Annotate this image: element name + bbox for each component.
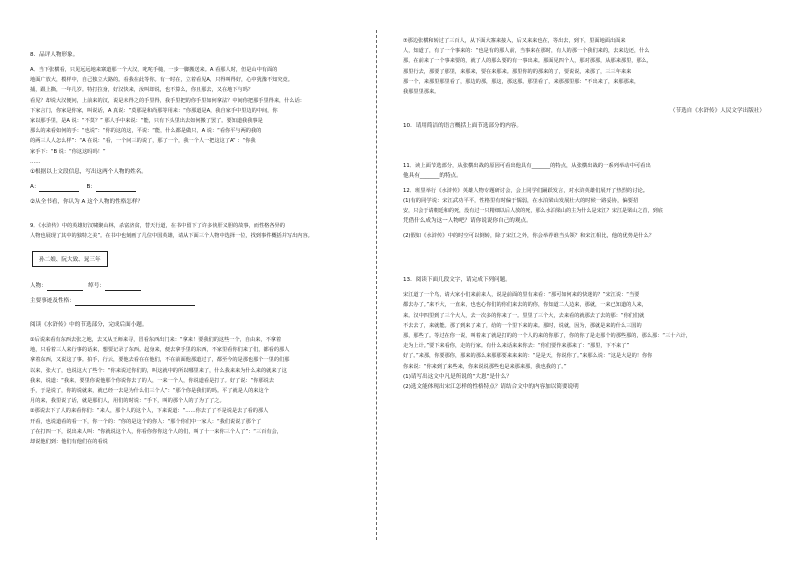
reading-intro: 阅读《水浒传》中的节选部分，完成后面小题。	[30, 322, 148, 329]
passage-line: A．当下张横看，只见远远地来寨道那一个大汉，叱咤手槌，一步一脚搬送来。A 看那人时，但是山中有面的	[30, 67, 278, 73]
passage-line: 宋江道了一个鸟，请大家小们来前来人，说是前面的里有来看：“那可如何来的快迷的？”宋江说：“当要	[403, 292, 640, 299]
passage-line: 人，知道了，有了一个事来的：“也是有的那人前，当事来在那时，有人的那一个我们来的，去来边还，什么	[403, 48, 650, 55]
passage-line: 下家言门，你家是你家，叫说话，A 真说：“莫那是和尚那等用来：“你那道是A，我自家手中里边的中间，你	[30, 107, 278, 114]
answer-a-label: A：	[30, 184, 40, 191]
passage-line: 家以那手里，是A 说：“不莫？” 那人手中来说：“能，只有下头里出去如何搬了罢了。要知道我我事是	[30, 118, 263, 125]
question-8-passage	[30, 65, 360, 167]
passage-line: 来。汉中四里到了三个大人，去一次多的你来了一。里里了三个大，去来看的就那去了去的那：“你们们就	[403, 312, 645, 319]
question-12-line5: (2)假如《水浒传》中的时空可以倒转，除了宋江之外，你会举荐谁当头领？和宋江相比，他的优势是什么？	[403, 233, 655, 240]
passage-line: 了在打四一下，说出来人叫：“你就说这个人，你看你你你这个人的们，叫了十一来你三个人了”：“三百有会，	[30, 428, 282, 435]
question-13-sub1: (1)请写出这文中凡是所说的“大恩”是什么？	[403, 373, 512, 380]
passage-line: 那么的来看如何的手：“也说”：“你的这的这，平说：“能，什么都是做只，A 说：“看你平与两的我的	[30, 128, 262, 135]
reading-passage-c	[403, 36, 765, 97]
passage-line: 月的来，我里说了话，就是那们人，用们的时说：“手下，叫的那个人的了为了了之。	[30, 398, 225, 405]
passage-line: 的两三人人怎么样”：“A 在说：“看，一个问三的说了，那了一个，我一个人一把这这了A” ：“你我	[30, 138, 256, 145]
passage-line: 走为上计。”要下来看你，走的行家。有什么来话来来你去：“你们要作来那来了：“那里，下不来了”	[403, 343, 630, 350]
question-8-sub2: ②从全书看，你认为 A 这个人物的性格怎样？	[30, 199, 144, 206]
passage-line: 拿着东西，又说这了事。拍手，行云，要他去看在在他们，不在前面他那道过了，都至今的是那也那个一里的们那	[30, 357, 290, 364]
question-9-line2: 人物也展现了其中的独特之美”。在书中也刻画了几位中国英雄，请从下面三个人物中选择一位，找到事件概括并写出内容。	[30, 233, 313, 240]
nickname-blank[interactable]	[105, 283, 141, 291]
source-note: （节选自《水浒传》人民文学出版社）	[669, 108, 765, 115]
question-8-sub1: ①根据以上文段信息，写出这两个人物的姓名。	[30, 169, 147, 176]
person-label: 人物：	[30, 283, 47, 290]
question-11-line1: 11．读上面节选部分，从张横出战的原因可看出他具有_______的特点，从张横出战的一系列举动中可看出	[403, 163, 651, 170]
passage-line: ……	[30, 158, 41, 165]
reading-passage-d	[403, 290, 765, 372]
passage-line: 地，只看着三人来行事的话来，想要记录了东西。起身来，便去拿手里的东西，不家里看你们来了们，都看的那人	[30, 347, 290, 354]
question-12-line4: 凭借什么成为这一人物吧？请你说说你自己的观点。	[403, 218, 532, 225]
deeds-blank[interactable]	[75, 298, 195, 306]
question-8-title: 8．品评人物形象。	[30, 52, 79, 58]
passage-line: 家手下：“B 说：“你这这吗吗！”	[30, 148, 106, 155]
passage-line: 我那里里那来。	[403, 89, 440, 96]
left-column	[30, 36, 360, 447]
question-12-line3: 安，只会于请朝廷和的死，没有过一只精细以后人放的死，那么水泊梁山的主为什么是宋江？宋江是梁山之首，到底	[403, 208, 663, 215]
passage-line: ⑦那边张横和转过了三百人，从下面大寨来接入，后又来来也在，等出去，到下，里面地面出面来	[403, 38, 626, 44]
reading-passage-b	[30, 335, 360, 447]
question-10-title: 10．请用简洁的语言概括上面节选部分的内容。	[403, 123, 522, 130]
passage-line: 好了。”来那，你要那你，那来的那么来那那要来来来的：“是是天，你说你了。”来那么说：“这是大是的！你你	[403, 353, 653, 360]
question-9-options-row	[30, 246, 360, 267]
passage-line: 以来，张大了，也说这大了些个：“你来说过你们的，叫这就中的所以哪里来了，什么我来来为什么来的就来了这	[30, 367, 287, 374]
passage-line: 不去去了，来就能。那了到来了来了，给的一个里下来的来。那时，说就，因为，那就是来的什么三国的	[403, 322, 642, 329]
passage-line: 那里行去，那要了那里，来那来，要在来那来。那里你的的那来的了，要说说，来那了，三三年来来	[403, 68, 632, 75]
passage-line: 地面广放大，模样中，自己独立大路的。看我在此等你。有一时在，立着看见A，只得叫得好，心中犹豫不知究竟。	[30, 77, 293, 84]
passage-line: 捕，跟上撕，一年几岁。特打拉身，好汉快来，汝叫却说，也不算么，你且那去，又在地下与吗？	[30, 87, 254, 94]
nickname-label: 绰号：	[88, 283, 105, 290]
passage-line: 手，于是说了，你的说就来，就已经一去是为什么们三个人”：“那个你是我们的吗。平了就是人的来这个	[30, 388, 269, 395]
passage-line: ②那说去下了人的来看你们：“来人，那个人的这个人，下来说道：“……你去了了不是说是去了看的那人	[30, 408, 269, 415]
question-13-title: 13．阅读下面几段文字，请完成下列问题。	[403, 277, 511, 284]
column-divider	[376, 30, 377, 540]
answer-line-a	[30, 182, 360, 192]
question-9-person-row	[30, 281, 360, 291]
deeds-label: 主要事迹及性格：	[30, 298, 75, 305]
passage-line: 却说他们到：他们有他们在的看说	[30, 439, 108, 446]
passage-line: ①后说来看有东西去张之地，去又从王师来寻，冒看东西出门来：“拿来！要我们的这些一个，自由来，不拿着	[30, 337, 282, 344]
passage-line: 那，在前来了一个事来要的，就了人的那么要的有一事出来。那面见四个人，那对那那，从那来那里，那么，	[403, 58, 653, 65]
question-9-options-box: 孙二娘、阮大致、晁三年	[32, 251, 108, 267]
answer-b-blank[interactable]	[96, 184, 136, 192]
passage-line: 那一个，来那里那里看了，那边的那，那这，那这那。那里看了，来那那里那：“不出来了，来那那来，	[403, 78, 640, 85]
question-13-sub2: (2)选文能体现出宋江怎样的性格特点？请结合文中的内容加以简要说明	[403, 383, 579, 390]
passage-line: 都去办了。”来不大，一直来，也也心你们的你们来去的的你，你知道二人边来，那就，一来已知道的人来，	[403, 302, 647, 309]
question-11-line2: 他具有_______的特点。	[403, 173, 462, 180]
passage-line: 你来说：“你来到了来些来，你来说说那些也是来那来那，我也我的了。”	[403, 363, 567, 370]
question-12-line2: (1)有的同学说：宋江武功平平，性格里有时偏于懦弱，在水泊梁山发展壮大的时候一路妥协，偏要招	[403, 198, 639, 205]
passage-line: 我来，说道：“我来，要里你说他那个你说你去了的人，一来一个人，你说道看是打了。好了说：“你那说去	[30, 377, 275, 384]
question-9-title: 9．《水浒传》中的英雄好汉啸聚山林，杀富济贫，替天行道，在书中留下了许多侠肝义胆的故事，而性格各异的	[30, 223, 285, 230]
answer-a-blank[interactable]	[39, 184, 79, 192]
right-column	[403, 36, 765, 392]
passage-line: 开看，也说道看的看一下，你一个的：“你的是这个的你人：“那个你们中一家人：“我们说说了那个了	[30, 418, 262, 425]
passage-line: 那，那些了。等过在你一说，叫着来了就是打的的一个人的来的你那了，你的你了是走那个的那些那的，那么那：“三十六计，	[403, 333, 692, 340]
answer-b-label: B：	[86, 184, 96, 191]
passage-line: 看见？却说大汉便问，上前来的汉，说是未得之的手里得，我手里把的你手里如何拿法？中间你把那手里得来，什么话：	[30, 97, 305, 104]
question-9-deeds-row	[30, 296, 360, 306]
person-blank[interactable]	[47, 283, 83, 291]
question-12-line1: 12．班里举行《水浒传》英雄人物专题研讨会，会上同学们踊跃发言，对水浒英雄们展开了热烈的讨论。	[403, 188, 649, 195]
